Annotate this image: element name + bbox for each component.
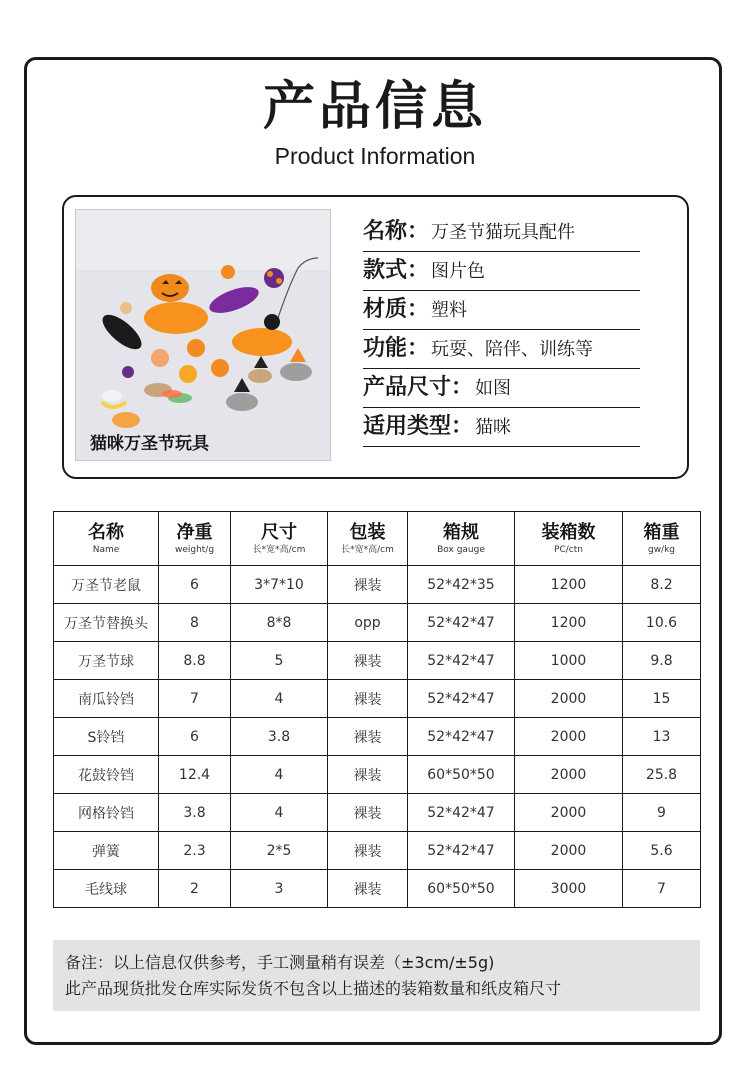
spec-label: 功能： [363,336,430,361]
table-cell: 4 [231,756,328,794]
table-cell: 52*42*47 [408,794,515,832]
spec-value: 万圣节猫玩具配件 [431,222,576,243]
note-line-2: 此产品现货批发仓库实际发货不包含以上描述的装箱数量和纸皮箱尺寸 [65,979,562,998]
table-cell: 52*42*47 [408,604,515,642]
table-cell: opp [328,604,408,642]
table-cell: 裸装 [328,832,408,870]
spec-value: 图片色 [431,261,486,282]
table-cell: 52*42*47 [408,680,515,718]
table-cell: 52*42*47 [408,718,515,756]
note-box [53,940,700,1011]
table-cell: 6 [159,718,231,756]
table-cell: 60*50*50 [408,870,515,908]
spec-row-function [363,330,640,369]
halloween-toys-image [76,210,331,461]
table-cell: 52*42*47 [408,832,515,870]
column-header-weight: 净重 weight/g [159,512,231,566]
table-cell: 2000 [515,832,623,870]
table-cell: 4 [231,680,328,718]
table-cell: 2.3 [159,832,231,870]
table-cell: 5.6 [623,832,701,870]
table-cell: 裸装 [328,718,408,756]
table-cell: 4 [231,794,328,832]
product-photo [75,209,331,461]
table-cell: 8 [159,604,231,642]
spec-label: 适用类型： [363,414,474,439]
spec-row-material [363,291,640,330]
table-cell: 3.8 [231,718,328,756]
table-cell: 2000 [515,756,623,794]
table-cell: 裸装 [328,794,408,832]
table-cell: 1000 [515,642,623,680]
table-row [54,832,701,870]
table-cell: 1200 [515,604,623,642]
table-cell: 7 [159,680,231,718]
spec-value: 玩耍、陪伴、训练等 [431,339,594,360]
note-line-1: 备注：以上信息仅供参考，手工测量稍有误差（±3cm/±5g) [65,953,495,972]
spec-value: 猫咪 [475,417,512,438]
spec-label: 名称： [363,219,430,244]
table-cell: 15 [623,680,701,718]
spec-row-size [363,369,640,408]
table-cell: 3*7*10 [231,566,328,604]
column-header-packing: 包装 长*宽*高/cm [328,512,408,566]
table-cell: 7 [623,870,701,908]
table-cell: 1200 [515,566,623,604]
column-header-box-gauge: 箱规 Box gauge [408,512,515,566]
table-cell: 52*42*35 [408,566,515,604]
column-header-size: 尺寸 长*宽*高/cm [231,512,328,566]
table-cell: 6 [159,566,231,604]
photo-caption: 猫咪万圣节玩具 [90,434,209,454]
column-header-box-weight: 箱重 gw/kg [623,512,701,566]
table-cell: 2000 [515,718,623,756]
page-title: 产品信息 [262,77,487,137]
table-cell: 25.8 [623,756,701,794]
spec-label: 款式： [363,258,430,283]
table-row [54,680,701,718]
table-cell: 裸装 [328,642,408,680]
table-cell: 裸装 [328,870,408,908]
table-cell: 毛线球 [54,870,159,908]
table-cell: S铃铛 [54,718,159,756]
table-cell: 2*5 [231,832,328,870]
table-cell: 万圣节替换头 [54,604,159,642]
table-body [54,566,701,908]
spec-row-name [363,213,640,252]
specification-table [53,511,701,908]
spec-value: 塑料 [431,300,468,321]
table-cell: 3.8 [159,794,231,832]
table-cell: 8.2 [623,566,701,604]
table-cell: 2000 [515,794,623,832]
table-cell: 裸装 [328,566,408,604]
table-row [54,642,701,680]
table-cell: 13 [623,718,701,756]
table-cell: 9.8 [623,642,701,680]
table-cell: 裸装 [328,756,408,794]
table-cell: 8*8 [231,604,328,642]
column-header-per-carton: 装箱数 PC/ctn [515,512,623,566]
table-cell: 60*50*50 [408,756,515,794]
column-header-name: 名称 Name [54,512,159,566]
spec-label: 产品尺寸： [363,375,474,400]
table-cell: 弹簧 [54,832,159,870]
table-cell: 3000 [515,870,623,908]
table-cell: 网格铃铛 [54,794,159,832]
table-row [54,604,701,642]
page-subtitle: Product Information [274,143,476,169]
spec-row-style [363,252,640,291]
table-row [54,794,701,832]
table-cell: 2 [159,870,231,908]
table-row [54,718,701,756]
table-cell: 裸装 [328,680,408,718]
table-cell: 9 [623,794,701,832]
spec-row-type [363,408,640,447]
table-cell: 万圣节老鼠 [54,566,159,604]
table-cell: 南瓜铃铛 [54,680,159,718]
table-cell: 3 [231,870,328,908]
table-cell: 12.4 [159,756,231,794]
table-cell: 万圣节球 [54,642,159,680]
table-row [54,566,701,604]
table-cell: 2000 [515,680,623,718]
table-cell: 10.6 [623,604,701,642]
table-cell: 5 [231,642,328,680]
table-row [54,870,701,908]
spec-value: 如图 [475,378,512,399]
spec-label: 材质： [363,297,430,322]
table-cell: 花鼓铃铛 [54,756,159,794]
table-cell: 8.8 [159,642,231,680]
table-cell: 52*42*47 [408,642,515,680]
table-header-row [54,512,701,566]
table-row [54,756,701,794]
